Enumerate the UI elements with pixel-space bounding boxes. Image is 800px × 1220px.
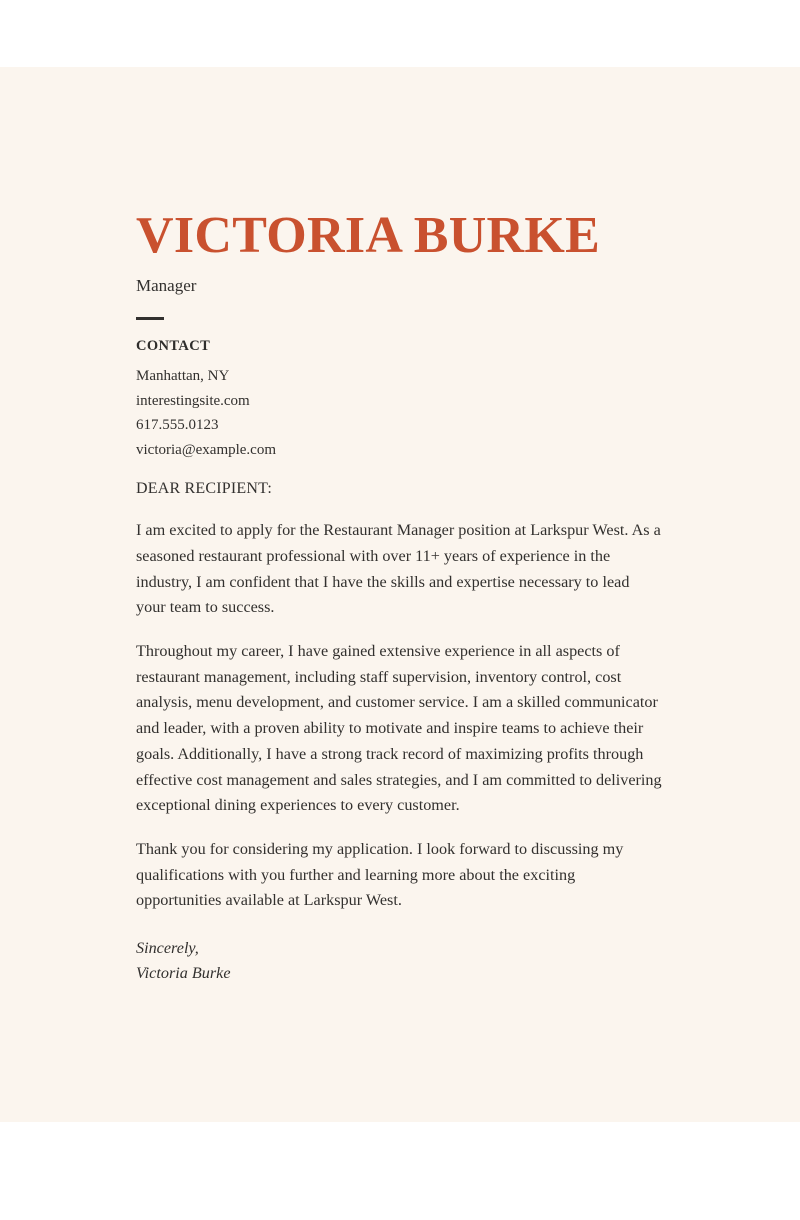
closing-line: Sincerely, xyxy=(136,939,199,958)
contact-section xyxy=(136,338,663,462)
letter-paragraph-3: Thank you for considering my application. I look forward to discussing my qualifications with you further and learning more about the exciting opportunities available at Larkspur West. xyxy=(136,839,624,910)
page-title: VICTORIA BURKE xyxy=(136,207,601,264)
title-divider xyxy=(136,317,164,320)
letter-content xyxy=(136,207,663,986)
contact-website[interactable]: interestingsite.com xyxy=(136,392,250,409)
contact-email[interactable]: victoria@example.com xyxy=(136,441,277,458)
salutation: DEAR RECIPIENT: xyxy=(136,480,272,498)
signature-name: Victoria Burke xyxy=(136,964,231,983)
letter-paragraph-1: I am excited to apply for the Restaurant Manager position at Larkspur West. As a seasoned restaurant professional with over 11+ years of experience in the industry, I am confident that I have the skills and expertise necessary to lead your team to success. xyxy=(136,521,661,617)
signature-block xyxy=(136,936,663,986)
letter-paragraph-2: Throughout my career, I have gained extensive experience in all aspects of restaurant management, including staff supervision, inventory control, cost analysis, menu development, and customer service. I am a skilled communicator and leader, with a proven ability to motivate and inspire teams to achieve their goals. Additionally, I have a strong track record of maximizing profits through effective cost management and sales strategies, and I am committed to delivering exceptional dining experiences to every customer. xyxy=(136,642,662,815)
contact-phone[interactable]: 617.555.0123 xyxy=(136,417,219,434)
contact-location: Manhattan, NY xyxy=(136,368,230,385)
contact-list xyxy=(136,364,663,462)
job-title: Manager xyxy=(136,276,197,295)
letter-page xyxy=(0,67,800,1122)
contact-heading: CONTACT xyxy=(136,338,211,355)
